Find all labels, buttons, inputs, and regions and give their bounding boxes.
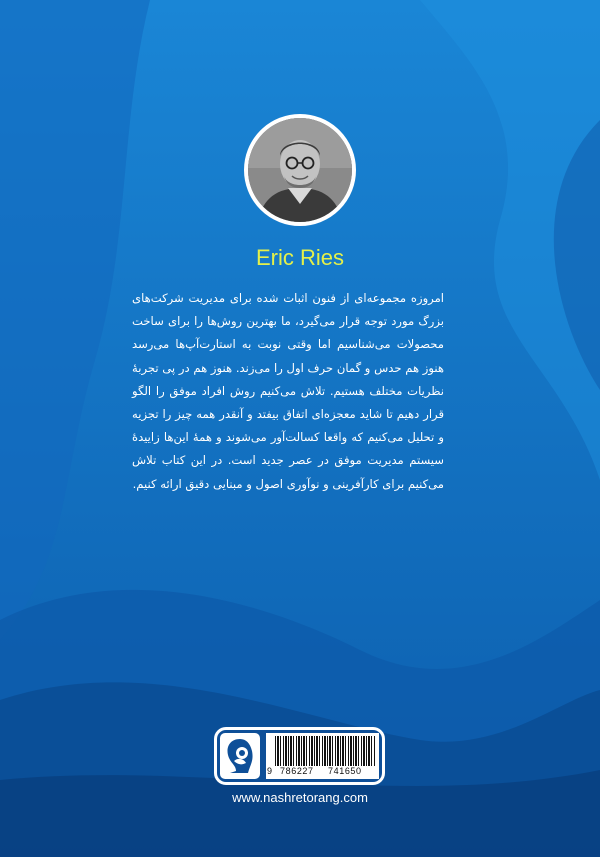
isbn-group-1: 786227 xyxy=(280,766,314,776)
isbn-group-2: 741650 xyxy=(328,766,362,776)
author-portrait xyxy=(244,114,356,226)
isbn-barcode xyxy=(266,733,379,779)
publisher-website: www.nashretorang.com xyxy=(232,790,368,805)
barcode-bars xyxy=(275,736,375,766)
author-name: Eric Ries xyxy=(255,245,344,270)
book-description: امروزه مجموعه‌ای از فنون اثبات شده برای مدیریت شرکت‌های بزرگ مورد توجه قرار می‌گیرد، ما بهترین روش‌ها را برای ساخت محصولات می‌شناسیم اما وقتی نوبت به استارت‌آپ‌ها می‌رسد هنوز هم حدس و گمان حرف اول را می‌زند. هنوز هم در پی تجربهٔ نظریات مختلف هستیم. تلاش می‌کنیم روش افراد موفق را الگو قرار دهیم تا شاید معجزه‌ای اتفاق بیفتد و آنقدر همه چیز را تجزیه و تحلیل می‌کنیم که واقعا کسالت‌آور می‌شوند و همهٔ این‌ها زاییدهٔ سیستم مدیریت موفق در عصر جدید است. در این کتاب تلاش می‌کنیم برای کارآفرینی و نوآوری اصول و مبنایی دقیق ارائه کنیم. xyxy=(132,291,444,491)
publisher-logo-icon xyxy=(220,733,260,779)
isbn-prefix: 9 xyxy=(267,766,273,776)
